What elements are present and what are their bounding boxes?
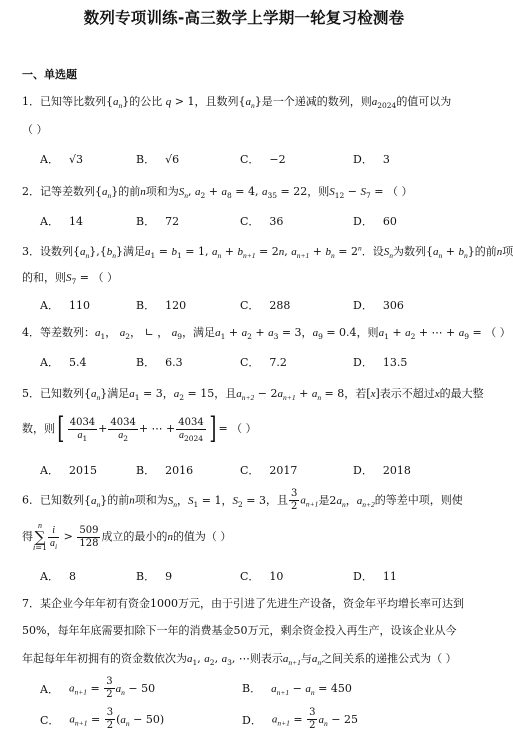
option-b[interactable]: B． 72 <box>136 215 180 228</box>
option-b[interactable]: B． 9 <box>136 570 173 583</box>
option-a[interactable]: A． √3 <box>40 153 83 166</box>
question-4: 4．等差数列：$a_1$， $a_2$， ∟ ， $a_9$，满足$a_1 + a_2 + a_3 = 3$，$a_9 = 0.4$，则$a_1 + a_2$ + ⋯ + $a_9$ = （ ） <box>22 326 511 342</box>
option-c[interactable]: C． 10 <box>240 570 284 583</box>
question-4-options <box>40 354 470 370</box>
page-title: 数列专项训练-高三数学上学期一轮复习检测卷 <box>83 9 405 27</box>
question-7-options-row-1 <box>40 676 470 700</box>
question-5: 5．已知数列$\{a_n\}$满足$a_1 = 3$，$a_2 = 15$，且$a_{n+2} - 2a_{n+1} + a_n = 8$，若[x]表示不超过x的最大整 <box>22 387 484 403</box>
question-7-options-row-2 <box>40 707 470 733</box>
question-3-line-2: 的和，则$S_7$ = （ ） <box>22 271 118 287</box>
option-b[interactable]: B． 6.3 <box>136 356 183 369</box>
question-7-line-1: 7．某企业今年年初有资金1000万元，由于引进了先进生产设备，资金年平均增长率可达到 <box>22 597 464 610</box>
option-d[interactable]: D． 11 <box>353 570 397 583</box>
option-d[interactable]: D． 13.5 <box>353 356 408 369</box>
option-b[interactable]: B． √6 <box>136 153 180 166</box>
option-d[interactable]: D． $a_{n+1}$ = $\frac{3}{2}$ $a_n - 25$ <box>242 707 358 731</box>
option-c[interactable]: C． 288 <box>240 299 291 312</box>
option-d[interactable]: D． 3 <box>353 153 390 166</box>
option-d[interactable]: D． 60 <box>353 215 397 228</box>
option-d[interactable]: D． 306 <box>353 299 404 312</box>
question-7-line-3: 年起每年年初拥有的资金数依次为$a_1$, $a_2$, $a_3$, ⋯则表示$a_{n+1}$与$a_n$之间关系的递推公式为（ ） <box>22 652 457 668</box>
question-6-line-2: 得n ∑ i=1 $\frac{i}{a_i}$ > $\frac{509}{128}$ 成立的最小的n的值为（ ） <box>22 521 232 552</box>
question-2: 2．记等差数列$\{a_n\}$的前n项和为$S_n$, $a_2 + a_8 = 4$, $a_{35} = 22$，则$S_{12} - S_7$ = （ ） <box>22 185 413 201</box>
option-a[interactable]: A． 2015 <box>40 464 97 477</box>
question-1-options <box>40 151 470 167</box>
option-b[interactable]: B． 120 <box>136 299 187 312</box>
question-3: 3．设数列$\{a_n\},\{b_n\}$满足$a_1 = b_1 = 1$, $a_n + b_{n+1} = 2n$, $a_{n+1} + b_n = 2^n$．设$S_n$为数列$\{a_n + b_n\}$的前n项 <box>22 243 513 261</box>
question-3-options <box>40 297 470 313</box>
option-d[interactable]: D． 2018 <box>353 464 411 477</box>
section-heading: 一、单选题 <box>22 68 77 81</box>
option-c[interactable]: C． 36 <box>240 215 284 228</box>
option-a[interactable]: A． 14 <box>40 215 83 228</box>
option-a[interactable]: A． 5.4 <box>40 356 87 369</box>
option-c[interactable]: C． $a_{n+1}$ = $\frac{3}{2}$ $(a_n - 50)$ <box>40 707 165 731</box>
option-b[interactable]: B． $a_{n+1} - a_n = 450$ <box>242 682 352 698</box>
question-6: 6．已知数列$\{a_n\}$的前n项和为$S_n$，$S_1 = 1$，$S_2 = 3$，且 $\frac{3}{2}$ $a_{n+1}$是$2a_n$，$a_{n+2}$的等差中项，则使 <box>22 488 463 512</box>
option-c[interactable]: C． −2 <box>240 153 286 166</box>
question-7-line-2: 50%，每年年底需要扣除下一年的消费基金50万元，剩余资金投入再生产，设该企业从今 <box>22 624 457 637</box>
option-c[interactable]: C． 7.2 <box>240 356 287 369</box>
option-a[interactable]: A． 110 <box>40 299 90 312</box>
question-6-options <box>40 568 470 584</box>
question-5-line-2: 数，则[ $\frac{4034}{a_1}$ + $\frac{4034}{a_2}$ + ⋯ + $\frac{4034}{a_{2024}}$ ] = （ ） <box>22 411 257 446</box>
option-a[interactable]: A． 8 <box>40 570 76 583</box>
question-1-paren: （ ） <box>22 123 48 136</box>
option-c[interactable]: C． 2017 <box>240 464 298 477</box>
option-a[interactable]: A． $a_{n+1}$ = $\frac{3}{2}$ $a_n - 50$ <box>40 676 156 700</box>
question-5-options <box>40 462 470 478</box>
question-2-options <box>40 213 470 229</box>
option-b[interactable]: B． 2016 <box>136 464 194 477</box>
question-1: 1．已知等比数列$\{a_n\}$的公比 q > 1，且数列$\{a_n\}$是一个递减的数列，则$a_{2024}$的值可以为 <box>22 95 452 111</box>
